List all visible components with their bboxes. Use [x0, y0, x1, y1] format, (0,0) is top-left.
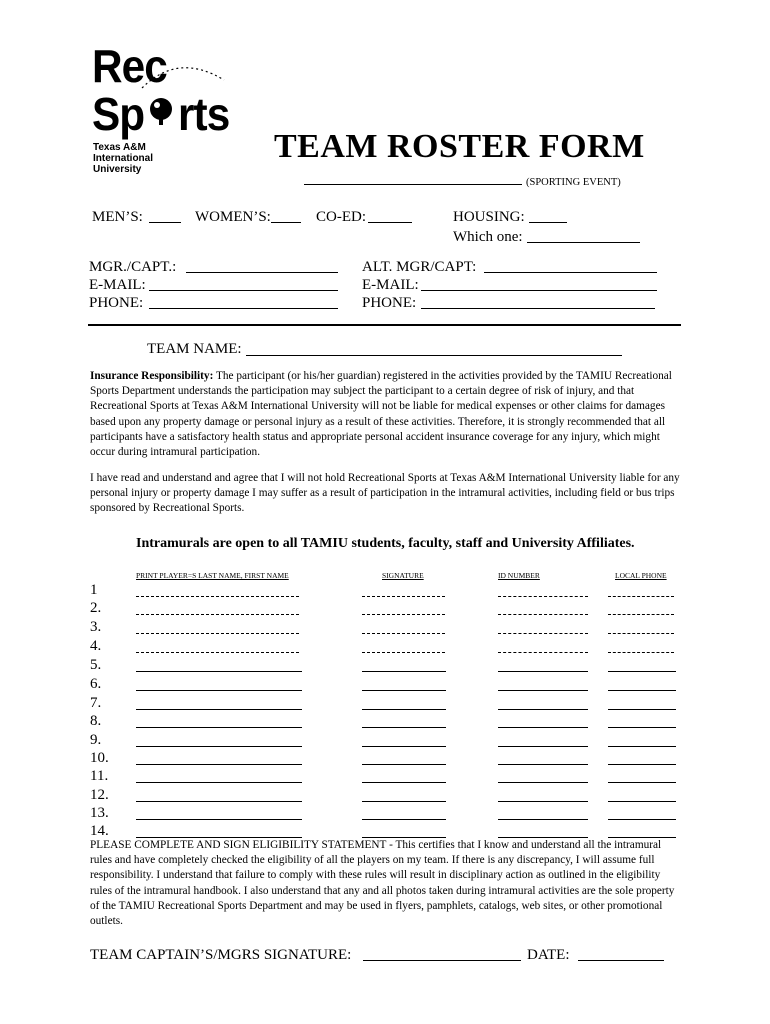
player-name-field[interactable] — [136, 671, 302, 672]
which-one-field[interactable] — [527, 242, 640, 243]
player-id-field[interactable] — [498, 819, 588, 820]
row-number: 2. — [90, 600, 102, 616]
player-name-field[interactable] — [136, 764, 302, 765]
col-header-id: ID NUMBER — [498, 571, 540, 580]
row-number: 5. — [90, 657, 102, 673]
alt-mgr-field[interactable] — [484, 272, 657, 273]
coed-label: CO-ED: — [316, 209, 366, 225]
col-header-name: PRINT PLAYER=S LAST NAME, FIRST NAME — [136, 571, 289, 580]
housing-field[interactable] — [529, 222, 567, 223]
row-number: 10. — [90, 750, 109, 766]
logo-line2a: Sp — [92, 88, 145, 140]
phone-field[interactable] — [149, 308, 338, 309]
player-phone-field[interactable] — [608, 764, 676, 765]
player-id-field[interactable] — [498, 782, 588, 783]
player-phone-field[interactable] — [608, 596, 674, 597]
player-signature-field[interactable] — [362, 801, 446, 802]
player-name-field[interactable] — [136, 614, 299, 615]
player-phone-field[interactable] — [608, 727, 676, 728]
player-signature-field[interactable] — [362, 633, 445, 634]
coed-field[interactable] — [368, 222, 412, 223]
insurance-paragraph — [90, 369, 682, 460]
phone-label: PHONE: — [89, 295, 144, 311]
mens-field[interactable] — [149, 222, 181, 223]
player-phone-field[interactable] — [608, 801, 676, 802]
alt-email-field[interactable] — [421, 290, 657, 291]
email-label: E-MAIL: — [89, 277, 146, 293]
player-name-field[interactable] — [136, 652, 299, 653]
player-signature-field[interactable] — [362, 652, 445, 653]
mens-label: MEN’S: — [92, 209, 143, 225]
row-number: 3. — [90, 619, 102, 635]
which-one-label: Which one: — [453, 229, 523, 245]
row-number: 7. — [90, 695, 102, 711]
player-phone-field[interactable] — [608, 819, 676, 820]
player-name-field[interactable] — [136, 727, 302, 728]
row-number: 11. — [90, 768, 109, 784]
row-number: 1 — [90, 582, 98, 598]
section-divider — [88, 324, 681, 326]
player-id-field[interactable] — [498, 652, 588, 653]
player-signature-field[interactable] — [362, 614, 445, 615]
player-name-field[interactable] — [136, 782, 302, 783]
ball-icon — [148, 96, 176, 126]
player-signature-field[interactable] — [362, 819, 446, 820]
player-signature-field[interactable] — [362, 709, 446, 710]
womens-field[interactable] — [271, 222, 301, 223]
player-name-field[interactable] — [136, 746, 302, 747]
player-id-field[interactable] — [498, 764, 588, 765]
player-signature-field[interactable] — [362, 596, 445, 597]
alt-email-label: E-MAIL: — [362, 277, 419, 293]
player-signature-field[interactable] — [362, 690, 446, 691]
player-id-field[interactable] — [498, 690, 588, 691]
housing-label: HOUSING: — [453, 209, 525, 225]
player-phone-field[interactable] — [608, 782, 676, 783]
row-number: 13. — [90, 805, 109, 821]
row-number: 12. — [90, 787, 109, 803]
page-title: TEAM ROSTER FORM — [274, 128, 645, 165]
eligibility-paragraph: PLEASE COMPLETE AND SIGN ELIGIBILITY STATEMENT - This certifies that I know and understand all the intramural rules and have completely checked the eligibility of all the players on my team. If there is any discrepancy, I will assume full responsibility. I understand that failure to comply with these rules will result in disciplinary action as outlined in the eligibility rules of the intramural handbook. I also understand that any and all photos taken during intramural activities are the sole property of the TAMIU Recreational Sports Department and may be used in flyers, pamphlets, catalogs, web sites, or other promotional outlets. — [90, 839, 675, 928]
player-name-field[interactable] — [136, 801, 302, 802]
date-label: DATE: — [527, 947, 570, 963]
player-id-field[interactable] — [498, 633, 588, 634]
womens-label: WOMEN’S: — [195, 209, 271, 225]
mgr-label: MGR./CAPT.: — [89, 259, 177, 275]
alt-phone-label: PHONE: — [362, 295, 417, 311]
player-id-field[interactable] — [498, 614, 588, 615]
player-signature-field[interactable] — [362, 727, 446, 728]
player-name-field[interactable] — [136, 819, 302, 820]
sporting-event-label: (SPORTING EVENT) — [526, 177, 621, 188]
row-number: 6. — [90, 676, 102, 692]
player-name-field[interactable] — [136, 633, 299, 634]
player-phone-field[interactable] — [608, 709, 676, 710]
insurance-heading: Insurance Responsibility: — [90, 370, 214, 382]
player-signature-field[interactable] — [362, 782, 446, 783]
row-number: 14. — [90, 823, 109, 839]
sporting-event-field[interactable] — [304, 184, 522, 185]
waiver-paragraph: I have read and understand and agree that I will not hold Recreational Sports at Texas A&M International University liable for any personal injury or property damage I may suffer as a result of participation in the intramural activities, including field or bus trips sponsored by Recreational Sports. — [90, 472, 680, 515]
alt-mgr-label: ALT. MGR/CAPT: — [362, 259, 477, 275]
player-name-field[interactable] — [136, 690, 302, 691]
team-name-label: TEAM NAME: — [147, 341, 242, 357]
player-phone-field[interactable] — [608, 746, 676, 747]
col-header-signature: SIGNATURE — [382, 571, 424, 580]
player-id-field[interactable] — [498, 746, 588, 747]
mgr-field[interactable] — [186, 272, 338, 273]
player-phone-field[interactable] — [608, 614, 674, 615]
player-id-field[interactable] — [498, 671, 588, 672]
logo-subtitle: Texas A&M International University — [93, 142, 154, 175]
player-signature-field[interactable] — [362, 746, 446, 747]
player-id-field[interactable] — [498, 727, 588, 728]
insurance-text: The participant (or his/her guardian) registered in the activities provided by the TAMIU Recreational Sports Department understands the participation may subject the participant to a certain degree of risk of injury, and that Recreational Sports at Texas A&M International University will not be liable for medical expenses or other claims for damages based upon any property damage or personal injury as a result of these activities. Therefore, it is strongly recommended that all participants have a satisfactory health status and appropriate personal accident insurance coverage for any injury, which might occur during intramural participation. — [90, 370, 672, 459]
player-phone-field[interactable] — [608, 633, 674, 634]
team-name-field[interactable] — [246, 355, 622, 356]
email-field[interactable] — [149, 290, 338, 291]
open-notice: Intramurals are open to all TAMIU students, faculty, staff and University Affiliates. — [136, 536, 635, 551]
player-name-field[interactable] — [136, 709, 302, 710]
player-name-field[interactable] — [136, 596, 299, 597]
player-phone-field[interactable] — [608, 671, 676, 672]
row-number: 8. — [90, 713, 102, 729]
player-id-field[interactable] — [498, 596, 588, 597]
player-phone-field[interactable] — [608, 652, 674, 653]
logo-line1: Rec — [92, 40, 167, 92]
row-number: 4. — [90, 638, 102, 654]
row-number: 9. — [90, 732, 102, 748]
alt-phone-field[interactable] — [421, 308, 655, 309]
player-signature-field[interactable] — [362, 671, 446, 672]
player-signature-field[interactable] — [362, 764, 446, 765]
col-header-phone: LOCAL PHONE — [615, 571, 667, 580]
player-id-field[interactable] — [498, 801, 588, 802]
player-id-field[interactable] — [498, 709, 588, 710]
captain-signature-label: TEAM CAPTAIN’S/MGRS SIGNATURE: — [90, 947, 352, 963]
captain-signature-field[interactable] — [363, 960, 521, 961]
date-field[interactable] — [578, 960, 664, 961]
player-phone-field[interactable] — [608, 690, 676, 691]
logo-line2b: rts — [178, 88, 230, 140]
